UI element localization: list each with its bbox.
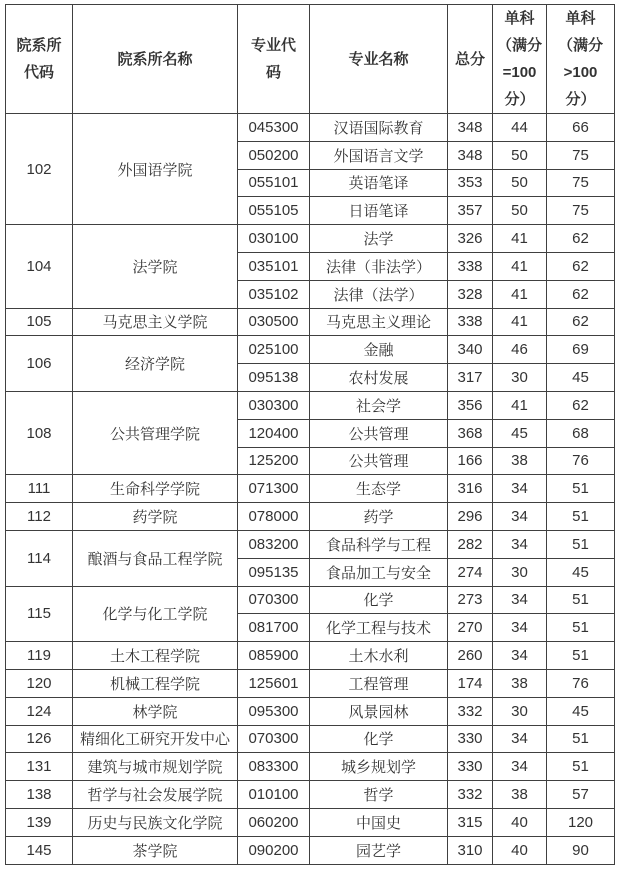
total-score-cell: 174: [448, 669, 493, 697]
column-header-line: （满分: [496, 37, 542, 54]
major-code-cell: 030500: [238, 308, 310, 336]
major-code-cell: 030100: [238, 225, 310, 253]
dept-code-cell: 145: [6, 836, 73, 864]
column-header-line: 院系所名称: [117, 50, 193, 68]
total-score-cell: 340: [448, 336, 493, 364]
major-name-cell: 药学: [310, 503, 448, 531]
major-name-cell: 哲学: [310, 781, 448, 809]
dept-name-cell: 哲学与社会发展学院: [73, 781, 238, 809]
total-score-cell: 353: [448, 169, 493, 197]
major-name-cell: 城乡规划学: [310, 753, 448, 781]
major-name-cell: 英语笔译: [310, 169, 448, 197]
single-subject-gt100-cell: 62: [547, 252, 615, 280]
major-name-cell: 风景园林: [310, 697, 448, 725]
column-header-line: 单科: [504, 10, 535, 27]
single-subject-eq100-cell: 34: [493, 503, 547, 531]
table-row: [6, 391, 615, 419]
single-subject-gt100-cell: 45: [547, 697, 615, 725]
single-subject-gt100-cell: 51: [547, 530, 615, 558]
table-row: [6, 669, 615, 697]
single-subject-gt100-cell: 68: [547, 419, 615, 447]
total-score-cell: 270: [448, 614, 493, 642]
dept-name-cell: 马克思主义学院: [73, 308, 238, 336]
total-score-cell: 282: [448, 530, 493, 558]
column-header-major-name: [310, 5, 448, 114]
single-subject-gt100-cell: 51: [547, 642, 615, 670]
column-header-line: 码: [265, 64, 281, 81]
single-subject-gt100-cell: 75: [547, 197, 615, 225]
total-score-cell: 316: [448, 475, 493, 503]
table-row: [6, 642, 615, 670]
dept-name-cell: 林学院: [73, 697, 238, 725]
major-code-cell: 085900: [238, 642, 310, 670]
single-subject-eq100-cell: 34: [493, 614, 547, 642]
major-name-cell: 公共管理: [310, 419, 448, 447]
major-code-cell: 095138: [238, 364, 310, 392]
single-subject-eq100-cell: 45: [493, 419, 547, 447]
major-name-cell: 土木水利: [310, 642, 448, 670]
table-row: [6, 336, 615, 364]
major-code-cell: 083300: [238, 753, 310, 781]
single-subject-gt100-cell: 51: [547, 725, 615, 753]
dept-name-cell: 机械工程学院: [73, 669, 238, 697]
major-code-cell: 010100: [238, 781, 310, 809]
major-code-cell: 125601: [238, 669, 310, 697]
single-subject-gt100-cell: 51: [547, 586, 615, 614]
major-code-cell: 095135: [238, 558, 310, 586]
total-score-cell: 317: [448, 364, 493, 392]
single-subject-eq100-cell: 40: [493, 808, 547, 836]
total-score-cell: 330: [448, 753, 493, 781]
major-name-cell: 法律（非法学）: [310, 252, 448, 280]
table-row: [6, 586, 615, 614]
dept-name-cell: 酿酒与食品工程学院: [73, 530, 238, 586]
total-score-cell: 332: [448, 781, 493, 809]
single-subject-gt100-cell: 69: [547, 336, 615, 364]
major-name-cell: 食品科学与工程: [310, 530, 448, 558]
total-score-cell: 328: [448, 280, 493, 308]
major-name-cell: 化学: [310, 586, 448, 614]
table-row: [6, 308, 615, 336]
dept-name-cell: 精细化工研究开发中心: [73, 725, 238, 753]
total-score-cell: 296: [448, 503, 493, 531]
single-subject-gt100-cell: 90: [547, 836, 615, 864]
single-subject-gt100-cell: 66: [547, 114, 615, 142]
dept-name-cell: 法学院: [73, 225, 238, 308]
major-code-cell: 035101: [238, 252, 310, 280]
major-name-cell: 公共管理: [310, 447, 448, 475]
column-header-dept-code: [6, 5, 73, 114]
column-header-major-code: [238, 5, 310, 114]
major-code-cell: 081700: [238, 614, 310, 642]
single-subject-eq100-cell: 34: [493, 642, 547, 670]
total-score-cell: 357: [448, 197, 493, 225]
single-subject-eq100-cell: 34: [493, 586, 547, 614]
column-header-line: 专业名称: [348, 50, 409, 68]
dept-code-cell: 138: [6, 781, 73, 809]
single-subject-eq100-cell: 41: [493, 225, 547, 253]
total-score-cell: 166: [448, 447, 493, 475]
column-header-dept-name: [73, 5, 238, 114]
dept-code-cell: 102: [6, 114, 73, 225]
table-row: [6, 530, 615, 558]
total-score-cell: 274: [448, 558, 493, 586]
header-row: [6, 5, 615, 114]
single-subject-gt100-cell: 62: [547, 225, 615, 253]
single-subject-gt100-cell: 120: [547, 808, 615, 836]
dept-code-cell: 106: [6, 336, 73, 392]
column-header-line: >100: [563, 64, 598, 81]
table-row: [6, 114, 615, 142]
dept-name-cell: 历史与民族文化学院: [73, 808, 238, 836]
dept-code-cell: 115: [6, 586, 73, 642]
dept-name-cell: 外国语学院: [73, 114, 238, 225]
single-subject-gt100-cell: 76: [547, 447, 615, 475]
single-subject-eq100-cell: 41: [493, 280, 547, 308]
dept-name-cell: 化学与化工学院: [73, 586, 238, 642]
single-subject-gt100-cell: 51: [547, 614, 615, 642]
table-row: [6, 781, 615, 809]
column-header-line: 院系所: [16, 37, 62, 54]
column-header-line: （满分: [557, 37, 603, 54]
single-subject-gt100-cell: 45: [547, 364, 615, 392]
major-name-cell: 园艺学: [310, 836, 448, 864]
single-subject-gt100-cell: 51: [547, 503, 615, 531]
total-score-cell: 356: [448, 391, 493, 419]
major-name-cell: 食品加工与安全: [310, 558, 448, 586]
dept-name-cell: 建筑与城市规划学院: [73, 753, 238, 781]
major-code-cell: 050200: [238, 141, 310, 169]
table-row: [6, 225, 615, 253]
major-code-cell: 083200: [238, 530, 310, 558]
single-subject-eq100-cell: 30: [493, 364, 547, 392]
single-subject-eq100-cell: 44: [493, 114, 547, 142]
major-code-cell: 035102: [238, 280, 310, 308]
column-header-line: 总分: [454, 50, 485, 68]
total-score-cell: 326: [448, 225, 493, 253]
column-header-line: 分）: [565, 91, 596, 108]
major-name-cell: 生态学: [310, 475, 448, 503]
dept-code-cell: 108: [6, 391, 73, 474]
table-body: [6, 114, 615, 865]
major-code-cell: 070300: [238, 586, 310, 614]
single-subject-gt100-cell: 57: [547, 781, 615, 809]
total-score-cell: 332: [448, 697, 493, 725]
dept-name-cell: 药学院: [73, 503, 238, 531]
major-name-cell: 化学: [310, 725, 448, 753]
major-name-cell: 工程管理: [310, 669, 448, 697]
major-code-cell: 070300: [238, 725, 310, 753]
single-subject-eq100-cell: 30: [493, 697, 547, 725]
dept-code-cell: 112: [6, 503, 73, 531]
single-subject-eq100-cell: 30: [493, 558, 547, 586]
major-name-cell: 汉语国际教育: [310, 114, 448, 142]
major-code-cell: 095300: [238, 697, 310, 725]
major-name-cell: 法学: [310, 225, 448, 253]
column-header-single-gt100: [547, 5, 615, 114]
total-score-cell: 368: [448, 419, 493, 447]
major-name-cell: 日语笔译: [310, 197, 448, 225]
major-name-cell: 化学工程与技术: [310, 614, 448, 642]
major-code-cell: 030300: [238, 391, 310, 419]
column-header-total-score: [448, 5, 493, 114]
major-name-cell: 农村发展: [310, 364, 448, 392]
dept-name-cell: 土木工程学院: [73, 642, 238, 670]
major-code-cell: 071300: [238, 475, 310, 503]
total-score-cell: 273: [448, 586, 493, 614]
major-code-cell: 045300: [238, 114, 310, 142]
dept-code-cell: 114: [6, 530, 73, 586]
single-subject-eq100-cell: 50: [493, 169, 547, 197]
single-subject-eq100-cell: 46: [493, 336, 547, 364]
total-score-cell: 330: [448, 725, 493, 753]
single-subject-eq100-cell: 41: [493, 308, 547, 336]
total-score-cell: 338: [448, 308, 493, 336]
column-header-line: 专业代: [250, 37, 296, 54]
dept-code-cell: 124: [6, 697, 73, 725]
dept-code-cell: 126: [6, 725, 73, 753]
dept-code-cell: 111: [6, 475, 73, 503]
single-subject-gt100-cell: 75: [547, 169, 615, 197]
single-subject-gt100-cell: 62: [547, 308, 615, 336]
single-subject-gt100-cell: 45: [547, 558, 615, 586]
single-subject-eq100-cell: 41: [493, 252, 547, 280]
total-score-cell: 348: [448, 141, 493, 169]
single-subject-eq100-cell: 38: [493, 669, 547, 697]
major-name-cell: 法律（法学）: [310, 280, 448, 308]
major-code-cell: 055105: [238, 197, 310, 225]
major-name-cell: 金融: [310, 336, 448, 364]
total-score-cell: 315: [448, 808, 493, 836]
total-score-cell: 338: [448, 252, 493, 280]
single-subject-gt100-cell: 75: [547, 141, 615, 169]
major-code-cell: 120400: [238, 419, 310, 447]
dept-name-cell: 经济学院: [73, 336, 238, 392]
single-subject-gt100-cell: 62: [547, 280, 615, 308]
major-code-cell: 078000: [238, 503, 310, 531]
table-row: [6, 808, 615, 836]
major-code-cell: 055101: [238, 169, 310, 197]
total-score-cell: 348: [448, 114, 493, 142]
table-header: [6, 5, 615, 114]
total-score-cell: 310: [448, 836, 493, 864]
single-subject-eq100-cell: 38: [493, 447, 547, 475]
dept-name-cell: 公共管理学院: [73, 391, 238, 474]
single-subject-eq100-cell: 34: [493, 725, 547, 753]
single-subject-gt100-cell: 51: [547, 753, 615, 781]
column-header-single-eq100: [493, 5, 547, 114]
single-subject-eq100-cell: 34: [493, 530, 547, 558]
table-row: [6, 697, 615, 725]
major-code-cell: 090200: [238, 836, 310, 864]
major-name-cell: 马克思主义理论: [310, 308, 448, 336]
dept-name-cell: 茶学院: [73, 836, 238, 864]
dept-code-cell: 119: [6, 642, 73, 670]
dept-code-cell: 104: [6, 225, 73, 308]
single-subject-gt100-cell: 51: [547, 475, 615, 503]
single-subject-gt100-cell: 76: [547, 669, 615, 697]
admission-score-table: [5, 4, 615, 865]
single-subject-eq100-cell: 50: [493, 141, 547, 169]
single-subject-gt100-cell: 62: [547, 391, 615, 419]
major-name-cell: 外国语言文学: [310, 141, 448, 169]
dept-code-cell: 131: [6, 753, 73, 781]
column-header-line: =100: [502, 64, 537, 81]
major-code-cell: 025100: [238, 336, 310, 364]
column-header-line: 代码: [23, 64, 54, 81]
total-score-cell: 260: [448, 642, 493, 670]
single-subject-eq100-cell: 50: [493, 197, 547, 225]
table-row: [6, 753, 615, 781]
single-subject-eq100-cell: 40: [493, 836, 547, 864]
single-subject-eq100-cell: 34: [493, 753, 547, 781]
dept-code-cell: 120: [6, 669, 73, 697]
dept-name-cell: 生命科学学院: [73, 475, 238, 503]
dept-code-cell: 139: [6, 808, 73, 836]
table-row: [6, 503, 615, 531]
major-name-cell: 中国史: [310, 808, 448, 836]
single-subject-eq100-cell: 34: [493, 475, 547, 503]
dept-code-cell: 105: [6, 308, 73, 336]
major-name-cell: 社会学: [310, 391, 448, 419]
column-header-line: 单科: [565, 10, 596, 27]
table-row: [6, 836, 615, 864]
table-row: [6, 725, 615, 753]
major-code-cell: 060200: [238, 808, 310, 836]
column-header-line: 分）: [504, 91, 535, 108]
single-subject-eq100-cell: 41: [493, 391, 547, 419]
single-subject-eq100-cell: 38: [493, 781, 547, 809]
table-row: [6, 475, 615, 503]
major-code-cell: 125200: [238, 447, 310, 475]
